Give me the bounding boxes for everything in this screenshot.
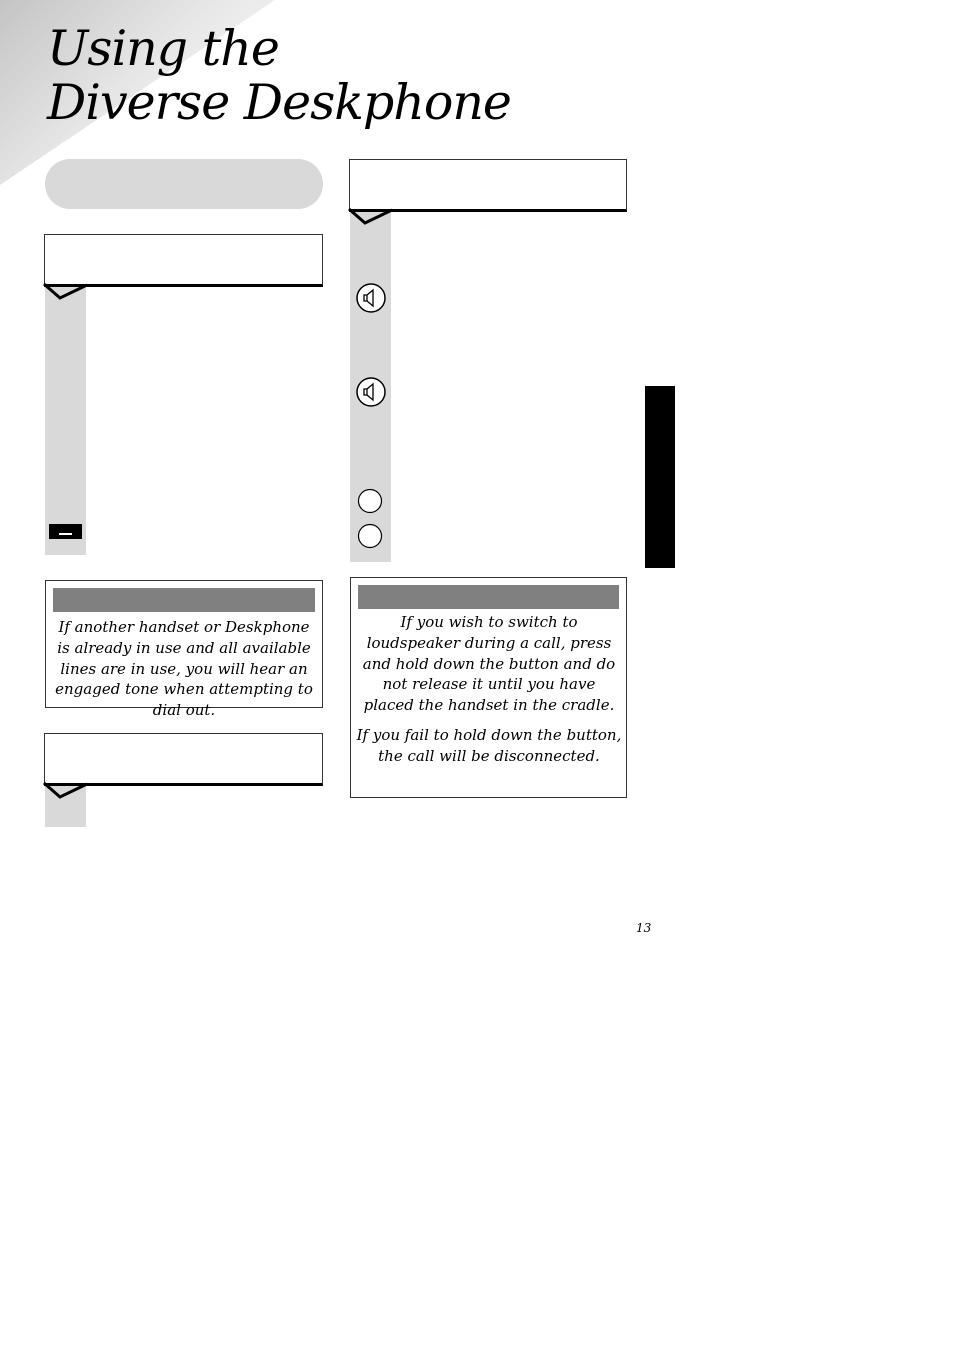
speaker-icon — [355, 376, 387, 408]
section-thumb-tab — [645, 386, 675, 568]
left-note-text: If another handset or Deskphone is already in use and all available lines are in use, you will hear an engaged tone when attempting to dial out. — [55, 618, 313, 720]
right-note-bar — [358, 585, 619, 609]
left-heading-box-2 — [44, 733, 323, 786]
speaker-icon — [355, 282, 387, 314]
page-title — [47, 22, 511, 130]
heading-notch — [42, 781, 92, 803]
right-note-paragraph-1: If you wish to switch to loudspeaker during a call, press and hold down the button and do not release it until you have placed the handset in the cradle. — [362, 613, 616, 715]
left-note-bar — [53, 588, 315, 612]
right-note-text — [356, 612, 622, 767]
page-number: 13 — [636, 921, 652, 935]
right-note-paragraph-2: If you fail to hold down the button, the call will be disconnected. — [356, 725, 622, 765]
page-title-line-1: Using the — [47, 20, 279, 77]
left-heading-box-1 — [44, 234, 323, 287]
circle-button-icon — [357, 488, 383, 514]
left-strip-1 — [45, 286, 86, 555]
section-pill — [45, 159, 323, 209]
page-title-line-2: Diverse Deskphone — [47, 74, 511, 131]
circle-button-icon — [357, 523, 383, 549]
heading-notch — [42, 282, 92, 304]
heading-notch — [347, 207, 397, 229]
right-heading-box — [349, 159, 627, 212]
minus-key-icon — [49, 524, 82, 539]
